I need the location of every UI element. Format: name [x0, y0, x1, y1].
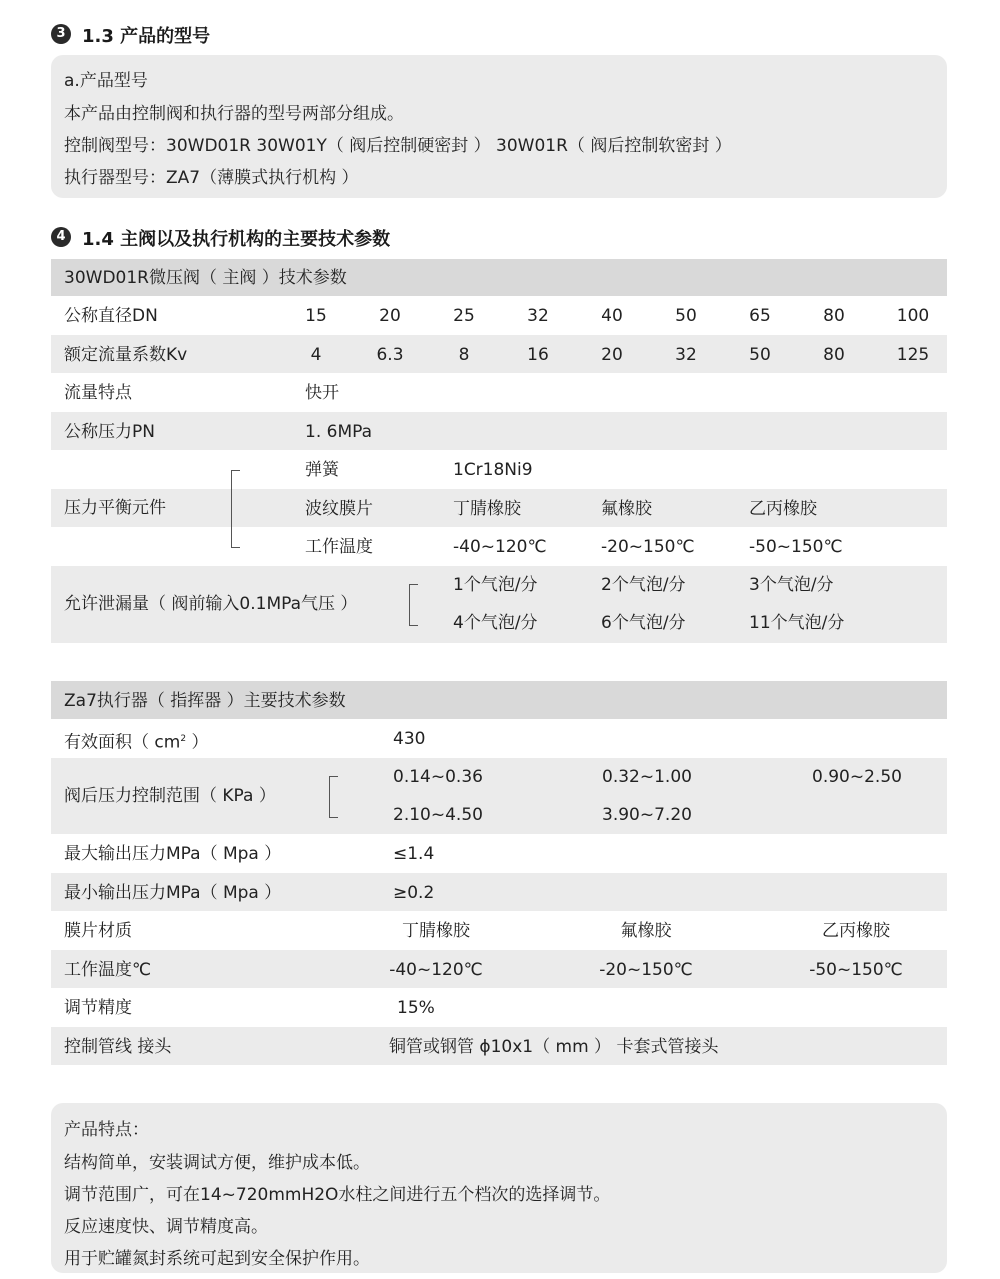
row-value: 乙丙橡胶 — [749, 499, 817, 519]
table-row — [51, 1027, 947, 1065]
row-label: 公称压力PN — [64, 422, 155, 442]
row-label: 调节精度 — [64, 998, 132, 1018]
kv-value: 80 — [823, 345, 845, 365]
table-row — [51, 373, 947, 411]
row-value: 0.14~0.36 — [393, 767, 483, 787]
row-label: 流量特点 — [64, 383, 132, 403]
model-info-box — [51, 55, 947, 198]
table-row — [51, 412, 947, 450]
row-value: -50~150℃ — [749, 537, 843, 557]
row-label — [64, 729, 208, 753]
row-label: 阀后压力控制范围（ KPa ） — [64, 786, 276, 806]
row-value: 0.90~2.50 — [812, 767, 902, 787]
features-box — [51, 1103, 947, 1273]
row-value: 3个气泡/分 — [749, 575, 834, 595]
row-value: 4个气泡/分 — [453, 613, 538, 633]
features-title: 产品特点： — [64, 1120, 149, 1140]
dn-value: 40 — [601, 306, 623, 326]
row-label: 压力平衡元件 — [64, 498, 166, 518]
leakage-group — [51, 566, 947, 643]
bracket — [409, 584, 418, 626]
row-value: 1. 6MPa — [305, 422, 373, 442]
dn-value: 50 — [675, 306, 697, 326]
row-value: 6个气泡/分 — [601, 613, 686, 633]
dn-value: 65 — [749, 306, 771, 326]
row-value: 3.90~7.20 — [602, 805, 692, 825]
row-value: -20~150℃ — [601, 537, 695, 557]
row-value: -20~150℃ — [599, 960, 693, 980]
kv-value: 4 — [310, 345, 322, 365]
valve-table-title: 30WD01R微压阀（ 主阀 ）技术参数 — [64, 268, 347, 288]
row-value: -40~120℃ — [453, 537, 547, 557]
dn-value: 80 — [823, 306, 845, 326]
row-value: 氟橡胶 — [620, 921, 672, 941]
sub-label: 波纹膜片 — [305, 499, 373, 519]
row-label: 控制管线 接头 — [64, 1037, 172, 1057]
table-row — [51, 719, 947, 757]
kv-value: 125 — [896, 345, 930, 365]
row-value: 丁腈橡胶 — [402, 921, 470, 941]
area-label-end: ） — [186, 732, 209, 753]
table-row — [51, 988, 947, 1026]
dn-value: 25 — [453, 306, 475, 326]
table-row — [51, 335, 947, 373]
feature-line: 调节范围广，可在14~720mmH2O水柱之间进行五个档次的选择调节。 — [64, 1185, 611, 1205]
row-value: 乙丙橡胶 — [822, 921, 890, 941]
dn-value: 32 — [527, 306, 549, 326]
row-label: 最小输出压力MPa（ Mpa ） — [64, 883, 282, 903]
area-superscript: 2 — [180, 734, 187, 744]
feature-line: 用于贮罐氮封系统可起到安全保护作用。 — [64, 1249, 370, 1269]
row-value: 1Cr18Ni9 — [453, 460, 533, 480]
table-row — [51, 950, 947, 988]
section-number-icon: 4 — [51, 227, 71, 247]
dn-value: 15 — [305, 306, 327, 326]
section-number-icon: 3 — [51, 24, 71, 44]
row-label: 最大输出压力MPa（ Mpa ） — [64, 844, 282, 864]
row-value: 430 — [393, 729, 426, 749]
row-label: 允许泄漏量（ 阀前输入0.1MPa气压 ） — [64, 594, 358, 614]
dn-value: 20 — [379, 306, 401, 326]
model-line: 本产品由控制阀和执行器的型号两部分组成。 — [64, 104, 404, 124]
actuator-table-header — [51, 681, 947, 719]
row-value: 丁腈橡胶 — [453, 499, 521, 519]
area-label: 有效面积（ cm — [64, 732, 181, 753]
kv-value: 50 — [749, 345, 771, 365]
kv-value: 6.3 — [376, 345, 404, 365]
row-value: 氟橡胶 — [601, 499, 652, 519]
row-value: 铜管或钢管 ϕ10x1（ mm ） 卡套式管接头 — [389, 1037, 719, 1057]
valve-table-header — [51, 259, 947, 296]
table-row — [51, 296, 947, 334]
kv-value: 8 — [458, 345, 470, 365]
row-label: 额定流量系数Kv — [64, 345, 188, 365]
row-label: 膜片材质 — [64, 921, 132, 941]
feature-line: 反应速度快、调节精度高。 — [64, 1217, 268, 1237]
balance-group — [51, 450, 281, 565]
table-row — [51, 873, 947, 911]
row-value: -50~150℃ — [809, 960, 903, 980]
row-value: 1个气泡/分 — [453, 575, 538, 595]
model-line: a.产品型号 — [64, 71, 148, 91]
row-value: 2.10~4.50 — [393, 805, 483, 825]
row-value: -40~120℃ — [389, 960, 483, 980]
dn-value: 100 — [896, 306, 930, 326]
sub-label: 弹簧 — [305, 460, 339, 480]
bracket — [231, 470, 240, 548]
row-value: 15% — [397, 998, 435, 1018]
row-value: 0.32~1.00 — [602, 767, 692, 787]
section-title: 1.4 主阀以及执行机构的主要技术参数 — [82, 229, 391, 250]
table-row — [51, 911, 947, 949]
actuator-table-title: Za7执行器（ 指挥器 ）主要技术参数 — [64, 691, 346, 711]
row-label: 公称直径DN — [64, 306, 158, 326]
row-value: ≥0.2 — [393, 883, 435, 903]
row-value: 11个气泡/分 — [749, 613, 845, 633]
section-title: 1.3 产品的型号 — [82, 26, 211, 47]
kv-value: 32 — [675, 345, 697, 365]
sub-label: 工作温度 — [305, 537, 373, 557]
row-value: 快开 — [305, 383, 339, 403]
bracket — [329, 776, 338, 818]
model-line: 控制阀型号：30WD01R 30W01Y（ 阀后控制硬密封 ） 30W01R（ 阀后控制软密封 ） — [64, 136, 732, 156]
table-row — [51, 834, 947, 872]
row-label: 工作温度℃ — [64, 960, 152, 980]
kv-value: 16 — [527, 345, 549, 365]
model-line: 执行器型号：ZA7（薄膜式执行机构 ） — [64, 168, 359, 188]
row-value: 2个气泡/分 — [601, 575, 686, 595]
feature-line: 结构简单，安装调试方便，维护成本低。 — [64, 1153, 370, 1173]
row-value: ≤1.4 — [393, 844, 435, 864]
kv-value: 20 — [601, 345, 623, 365]
range-group — [51, 758, 947, 834]
